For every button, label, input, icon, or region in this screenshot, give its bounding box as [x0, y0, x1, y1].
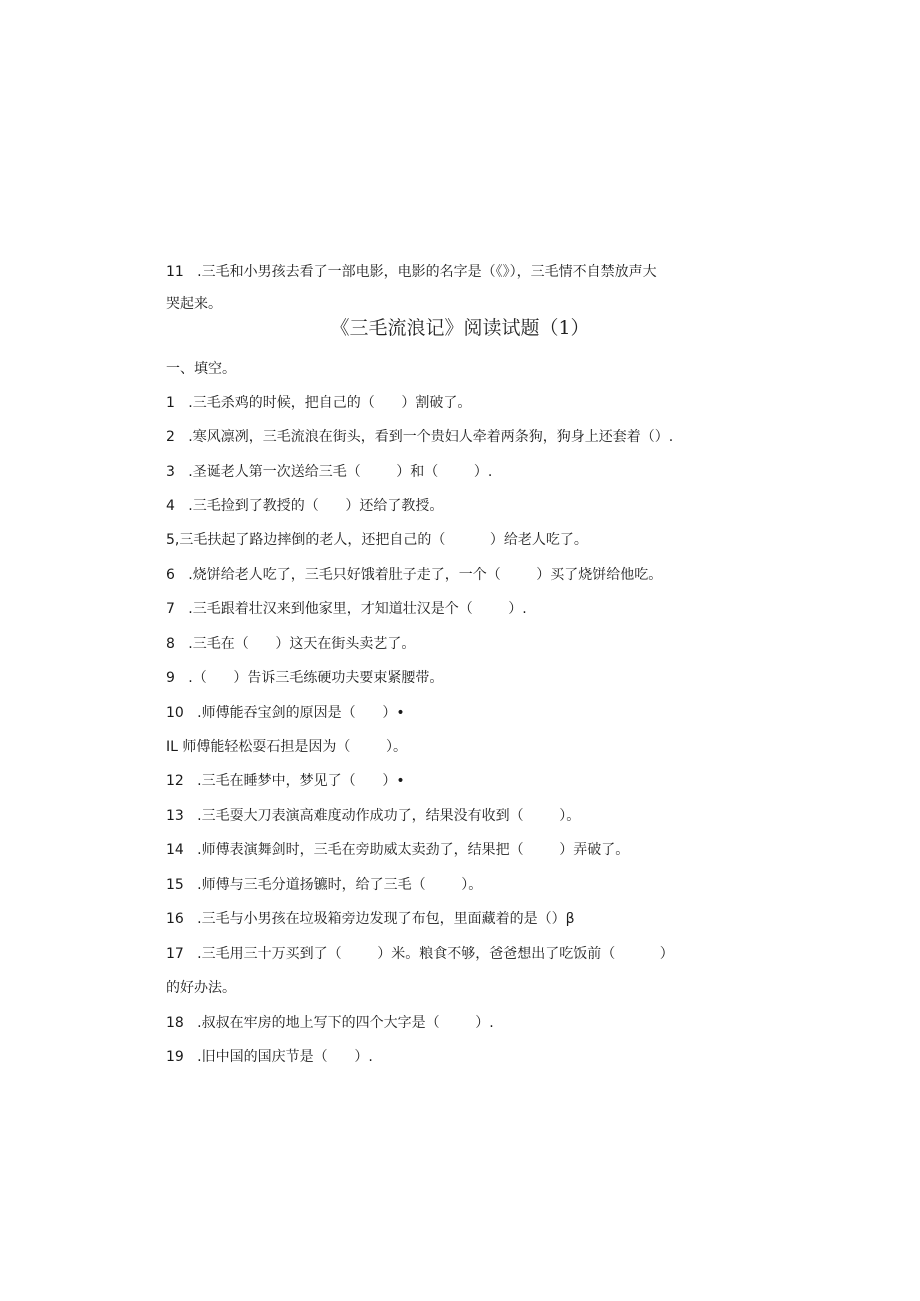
question-11: IL 师傅能轻松耍石担是因为（ ）。 [166, 739, 407, 755]
question-17-continued: 的好办法。 [166, 980, 236, 996]
question-19: 19 .旧中国的国庆节是（ ）. [166, 1049, 373, 1065]
prelude-line-2: 哭起来。 [166, 296, 222, 312]
question-17: 17 .三毛用三十万买到了（ ）米。粮食不够，爸爸想出了吃饭前（ ） [166, 946, 674, 962]
question-3: 3 .圣诞老人第一次送给三毛（ ）和（ ）. [166, 464, 493, 480]
question-1: 1 .三毛杀鸡的时候，把自己的（ ）割破了。 [166, 395, 472, 411]
question-7: 7 .三毛跟着壮汉来到他家里，才知道壮汉是个（ ）. [166, 601, 527, 617]
section-heading: 一、填空。 [166, 361, 236, 377]
question-18: 18 .叔叔在牢房的地上写下的四个大字是（ ）. [166, 1015, 494, 1031]
question-12: 12 .三毛在睡梦中，梦见了（ ）• [166, 773, 405, 789]
question-13: 13 .三毛耍大刀表演高难度动作成功了，结果没有收到（ ）。 [166, 808, 581, 824]
document-title: 《三毛流浪记》阅读试题（1） [330, 317, 590, 339]
question-10: 10 .师傅能吞宝剑的原因是（ ）• [166, 705, 405, 721]
question-4: 4 .三毛捡到了教授的（ ）还给了教授。 [166, 498, 444, 514]
question-8: 8 .三毛在（ ）这天在街头卖艺了。 [166, 636, 416, 652]
prelude-line-1: 11 .三毛和小男孩去看了一部电影，电影的名字是（《》），三毛情不自禁放声大 [166, 264, 657, 280]
question-9: 9 .（ ）告诉三毛练硬功夫要束紧腰带。 [166, 670, 444, 686]
question-5: 5,三毛扶起了路边摔倒的老人，还把自己的（ ）给老人吃了。 [166, 532, 588, 548]
question-16: 16 .三毛与小男孩在垃圾箱旁边发现了布包，里面藏着的是（）β [166, 911, 575, 927]
question-6: 6 .烧饼给老人吃了，三毛只好饿着肚子走了，一个（ ）买了烧饼给他吃。 [166, 567, 663, 583]
question-14: 14 .师傅表演舞剑时，三毛在旁助威太卖劲了，结果把（ ）弄破了。 [166, 842, 630, 858]
question-2: 2 .寒风凛冽，三毛流浪在街头，看到一个贵妇人牵着两条狗，狗身上还套着（）. [166, 429, 674, 445]
question-15: 15 .师傅与三毛分道扬镳时，给了三毛（ ）。 [166, 877, 483, 893]
